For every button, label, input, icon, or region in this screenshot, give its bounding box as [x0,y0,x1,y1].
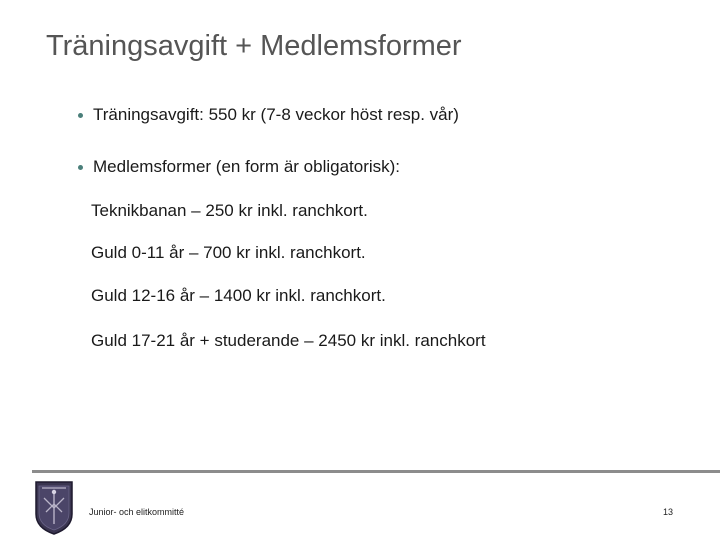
bullet-item-training-fee [78,105,459,125]
membership-option: Teknikbanan – 250 kr inkl. ranchkort. [91,201,368,220]
footer-organization: Junior- och elitkommitté [89,507,185,517]
bullet-dot-icon [78,165,83,170]
membership-option: Guld 17-21 år + studerande – 2450 kr inkl. ranchkort [91,331,486,350]
bullet-dot-icon [78,113,83,118]
bullet-text: Träningsavgift: 550 kr (7-8 veckor höst resp. vår) [93,105,459,124]
bullet-text: Medlemsformer (en form är obligatorisk): [93,157,401,176]
slide-title: Träningsavgift + Medlemsformer [46,30,462,62]
bullet-item-membership [78,157,400,177]
page-number: 13 [663,507,674,517]
club-crest-icon [32,478,76,536]
membership-option: Guld 12-16 år – 1400 kr inkl. ranchkort. [91,286,386,305]
membership-option: Guld 0-11 år – 700 kr inkl. ranchkort. [91,243,366,262]
footer-divider [32,470,720,473]
